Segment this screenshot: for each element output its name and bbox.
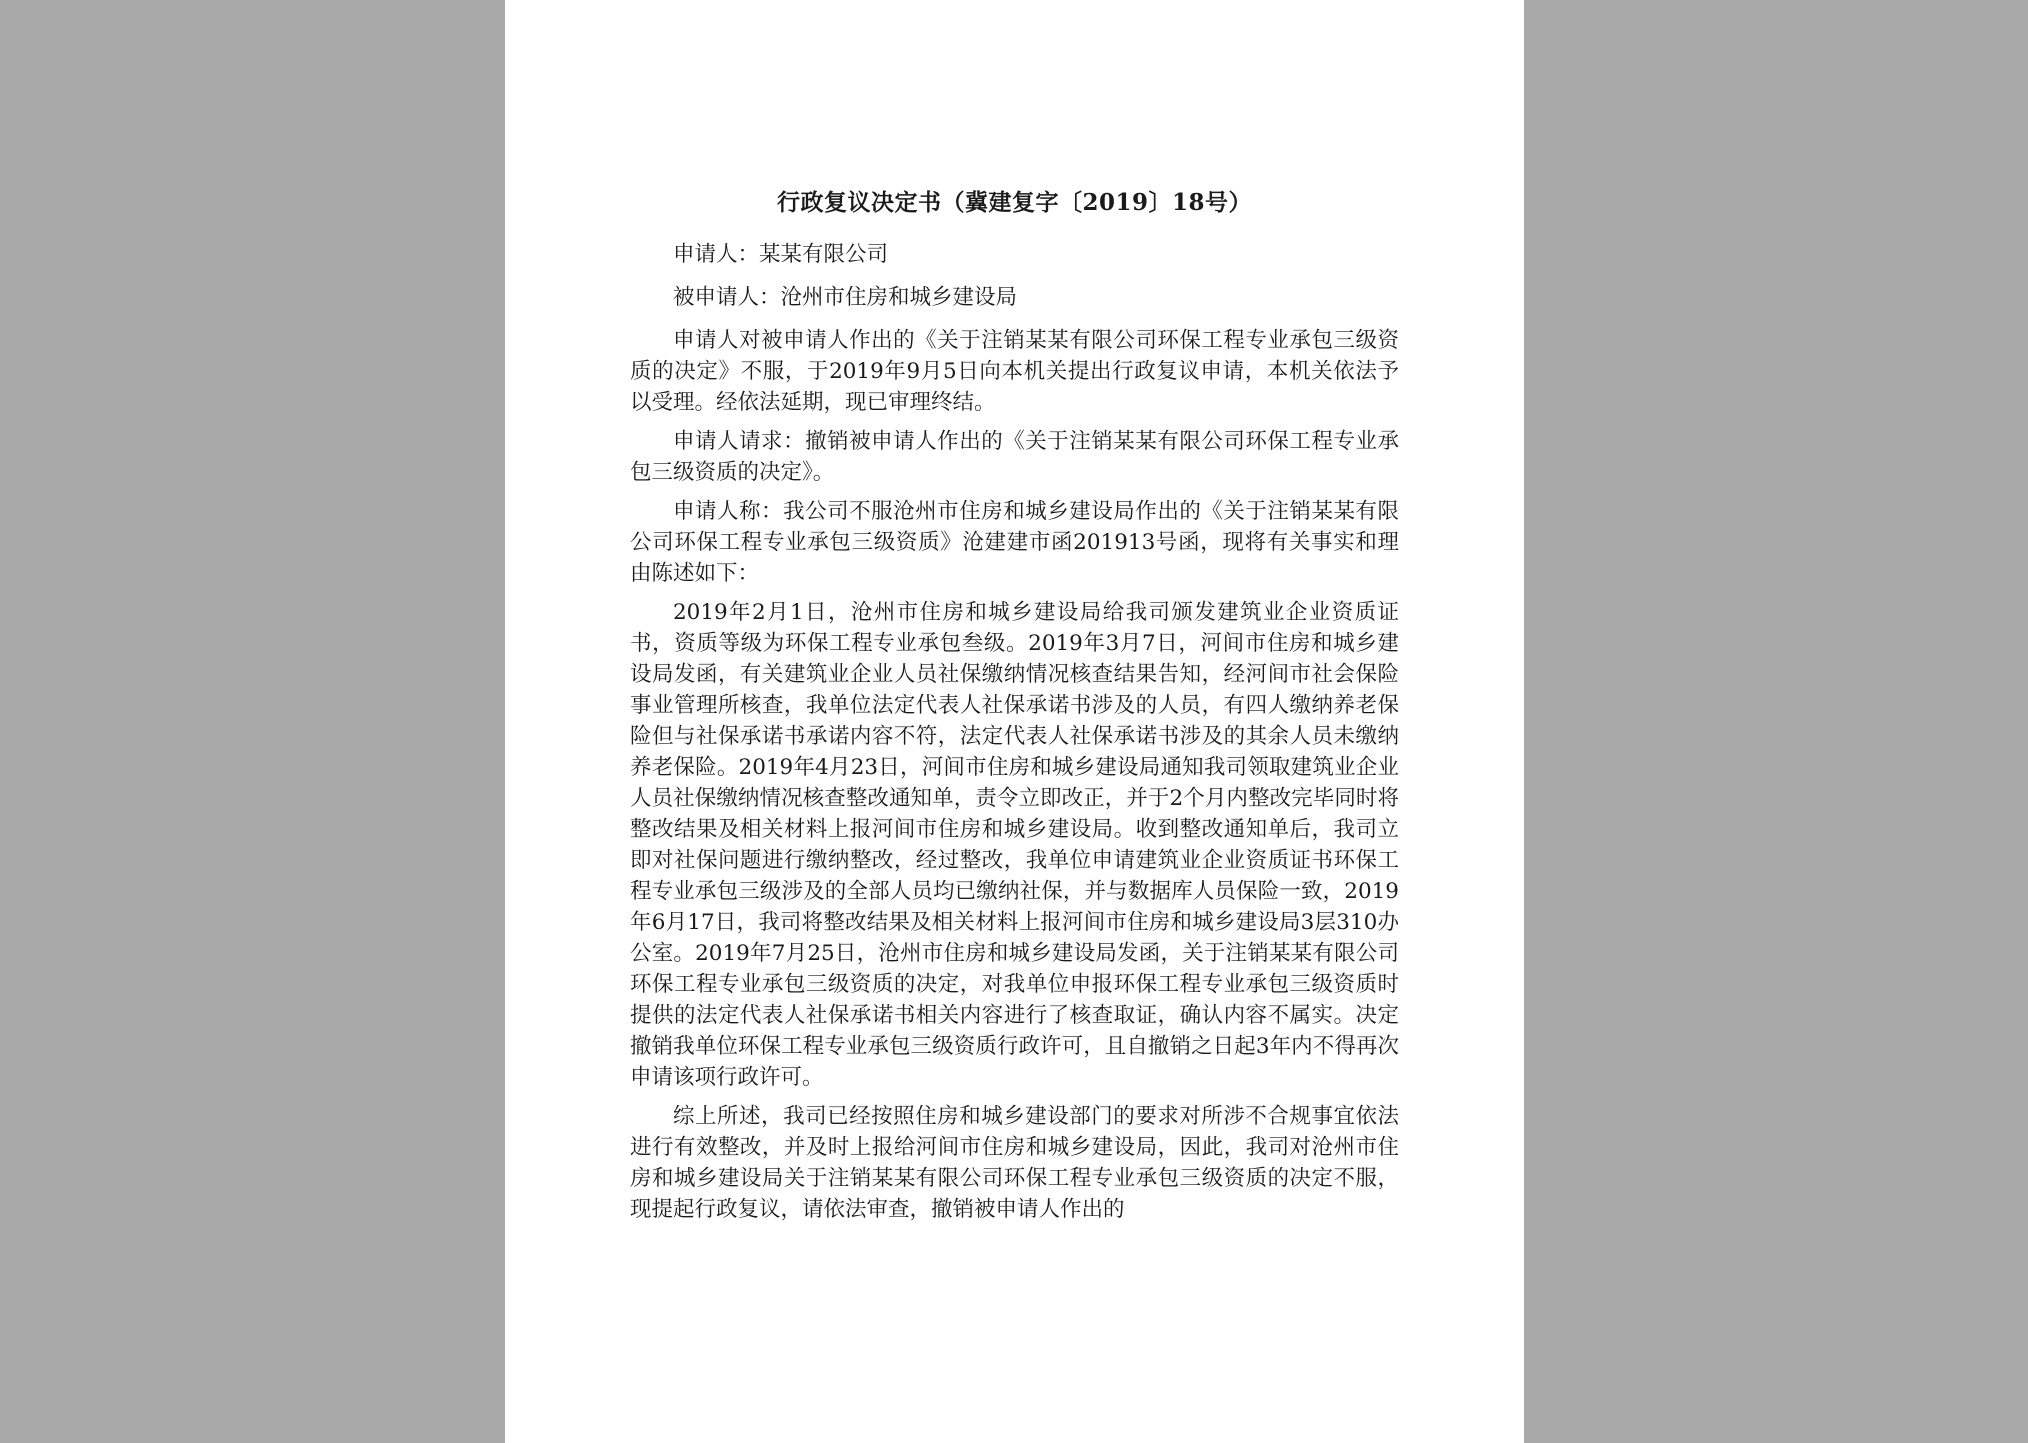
body-paragraph-3: 申请人称：我公司不服沧州市住房和城乡建设局作出的《关于注销某某有限公司环保工程专业承包三级资质》沧建建市函201913号函，现将有关事实和理由陈述如下： — [630, 499, 1399, 586]
applicant-line: 申请人：某某有限公司 — [673, 242, 889, 267]
body-paragraph-5: 综上所述，我司已经按照住房和城乡建设部门的要求对所涉不合规事宜依法进行有效整改，并及时上报给河间市住房和城乡建设局，因此，我司对沧州市住房和城乡建设局关于注销某某有限公司环保工程专业承包三级资质的决定不服，现提起行政复议，请依法审查，撤销被申请人作出的 — [630, 1104, 1399, 1222]
body-paragraph-2: 申请人请求：撤销被申请人作出的《关于注销某某有限公司环保工程专业承包三级资质的决定》。 — [630, 429, 1399, 485]
body-paragraph-1: 申请人对被申请人作出的《关于注销某某有限公司环保工程专业承包三级资质的决定》不服，于2019年9月5日向本机关提出行政复议申请，本机关依法予以受理。经依法延期，现已审理终结。 — [630, 328, 1399, 415]
document-title: 行政复议决定书（冀建复字〔2019〕18号） — [776, 189, 1253, 216]
respondent-line: 被申请人：沧州市住房和城乡建设局 — [673, 285, 1018, 310]
body-paragraph-4: 2019年2月1日，沧州市住房和城乡建设局给我司颁发建筑业企业资质证书，资质等级为环保工程专业承包叁级。2019年3月7日，河间市住房和城乡建设局发函，有关建筑业企业人员社保缴纳情况核查结果告知，经河间市社会保险事业管理所核查，我单位法定代表人社保承诺书涉及的人员，有四人缴纳养老保险但与社保承诺书承诺内容不符，法定代表人社保承诺书涉及的其余人员未缴纳养老保险。2019年4月23日，河间市住房和城乡建设局通知我司领取建筑业企业人员社保缴纳情况核查整改通知单，责令立即改正，并于2个月内整改完毕同时将整改结果及相关材料上报河间市住房和城乡建设局。收到整改通知单后，我司立即对社保问题进行缴纳整改，经过整改，我单位申请建筑业企业资质证书环保工程专业承包三级涉及的全部人员均已缴纳社保，并与数据库人员保险一致，2019年6月17日，我司将整改结果及相关材料上报河间市住房和城乡建设局3层310办公室。2019年7月25日，沧州市住房和城乡建设局发函，关于注销某某有限公司环保工程专业承包三级资质的决定，对我单位申报环保工程专业承包三级资质时提供的法定代表人社保承诺书相关内容进行了核查取证，确认内容不属实。决定撤销我单位环保工程专业承包三级资质行政许可，且自撤销之日起3年内不得再次申请该项行政许可。 — [630, 600, 1399, 1090]
document-page — [505, 0, 1524, 1443]
